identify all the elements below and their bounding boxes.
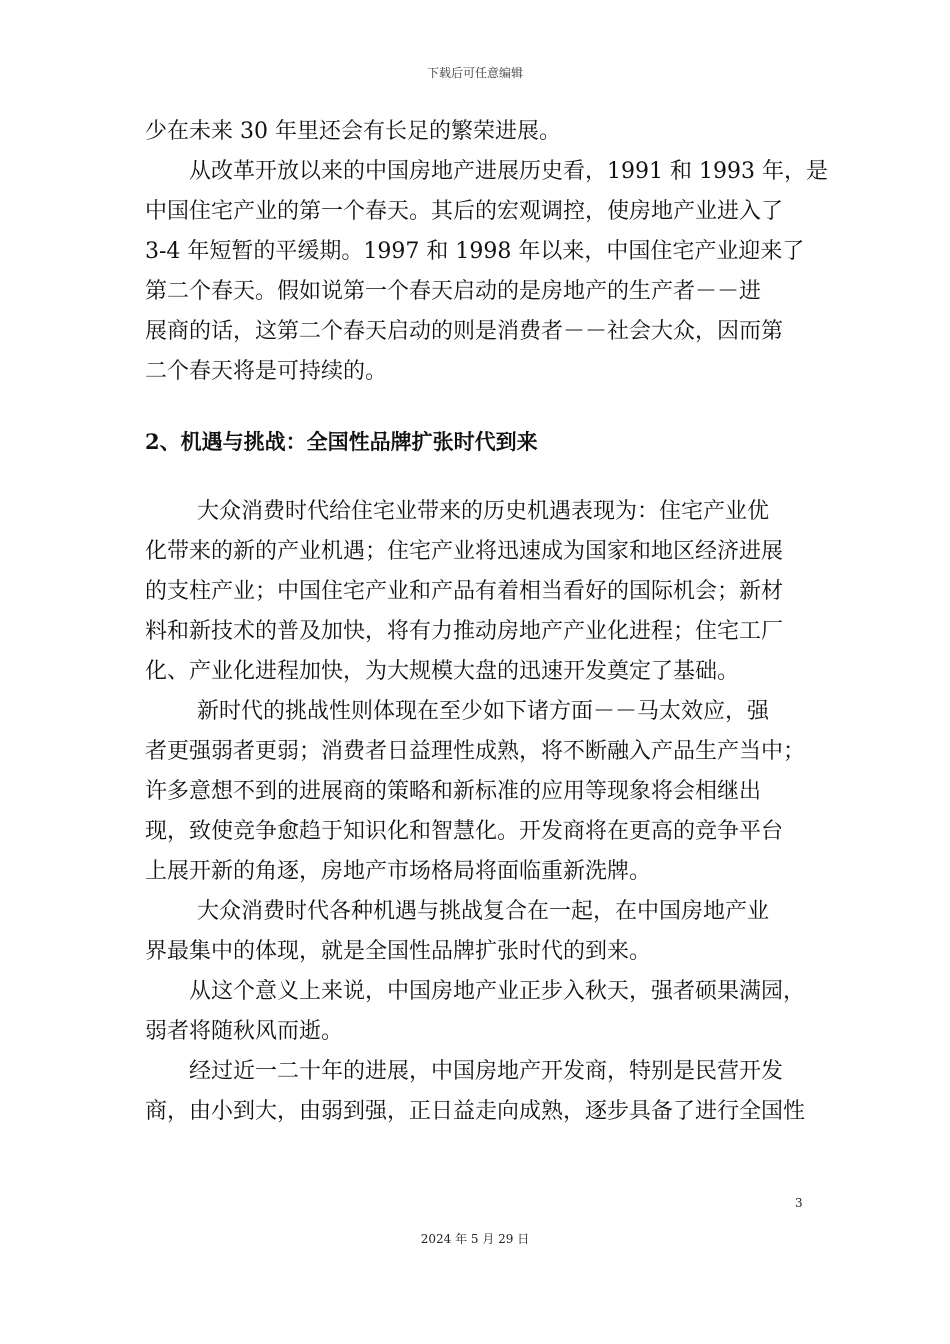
paragraph	[145, 892, 810, 972]
text-line: 大众消费时代给住宅业带来的历史机遇表现为：住宅产业优	[197, 499, 770, 524]
paragraph	[145, 152, 828, 392]
page-footer-date: 2024 年 5 月 29 日	[420, 1232, 530, 1246]
paragraph	[145, 1052, 810, 1132]
text-line: 料和新技术的普及加快，将有力推动房地产产业化进程；住宅工厂	[145, 619, 784, 644]
text-line: 3-4 年短暂的平缓期。1997 和 1998 年以来，中国住宅产业迎来了	[145, 239, 805, 264]
text-line: 第二个春天。假如说第一个春天启动的是房地产的生产者－－进	[145, 279, 762, 304]
text-line: 从改革开放以来的中国房地产进展历史看，1991 和 1993 年，是	[189, 159, 828, 184]
text-line: 的支柱产业；中国住宅产业和产品有着相当看好的国际机会；新材	[145, 579, 784, 604]
text-line: 弱者将随秋风而逝。	[145, 1019, 344, 1044]
text-line: 现，致使竞争愈趋于知识化和智慧化。开发商将在更高的竞争平台	[145, 819, 784, 844]
text-line: 中国住宅产业的第一个春天。其后的宏观调控，使房地产业进入了	[145, 199, 784, 224]
document-body	[145, 112, 828, 1132]
text-line: 二个春天将是可持续的。	[145, 359, 388, 384]
text-line: 化带来的新的产业机遇；住宅产业将迅速成为国家和地区经济进展	[145, 539, 784, 564]
page-header: 下载后可任意编辑	[426, 66, 523, 80]
text-line: 界最集中的体现，就是全国性品牌扩张时代的到来。	[145, 939, 652, 964]
text-line: 上展开新的角逐，房地产市场格局将面临重新洗牌。	[145, 859, 652, 884]
text-line: 许多意想不到的进展商的策略和新标准的应用等现象将会相继出	[145, 779, 762, 804]
text-line: 展商的话，这第二个春天启动的则是消费者－－社会大众，因而第	[145, 319, 784, 344]
paragraph	[145, 972, 810, 1052]
section-heading: 2、机遇与挑战：全国性品牌扩张时代到来	[145, 429, 538, 454]
text-line: 新时代的挑战性则体现在至少如下诸方面－－马太效应，强	[197, 699, 770, 724]
text-line: 化、产业化进程加快，为大规模大盘的迅速开发奠定了基础。	[145, 659, 740, 684]
text-line: 者更强弱者更弱；消费者日益理性成熟，将不断融入产品生产当中；	[145, 739, 806, 764]
text-line: 少在未来 30 年里还会有长足的繁荣进展。	[145, 119, 561, 144]
text-line: 大众消费时代各种机遇与挑战复合在一起，在中国房地产业	[197, 899, 770, 924]
paragraph	[145, 492, 810, 692]
text-line: 商，由小到大，由弱到强，正日益走向成熟，逐步具备了进行全国性	[145, 1099, 806, 1124]
page-number: 3	[795, 1196, 803, 1210]
text-line: 经过近一二十年的进展，中国房地产开发商，特别是民营开发	[189, 1059, 784, 1084]
paragraph	[145, 112, 810, 152]
text-line: 从这个意义上来说，中国房地产业正步入秋天，强者硕果满园，	[189, 979, 806, 1004]
paragraph	[145, 692, 810, 892]
